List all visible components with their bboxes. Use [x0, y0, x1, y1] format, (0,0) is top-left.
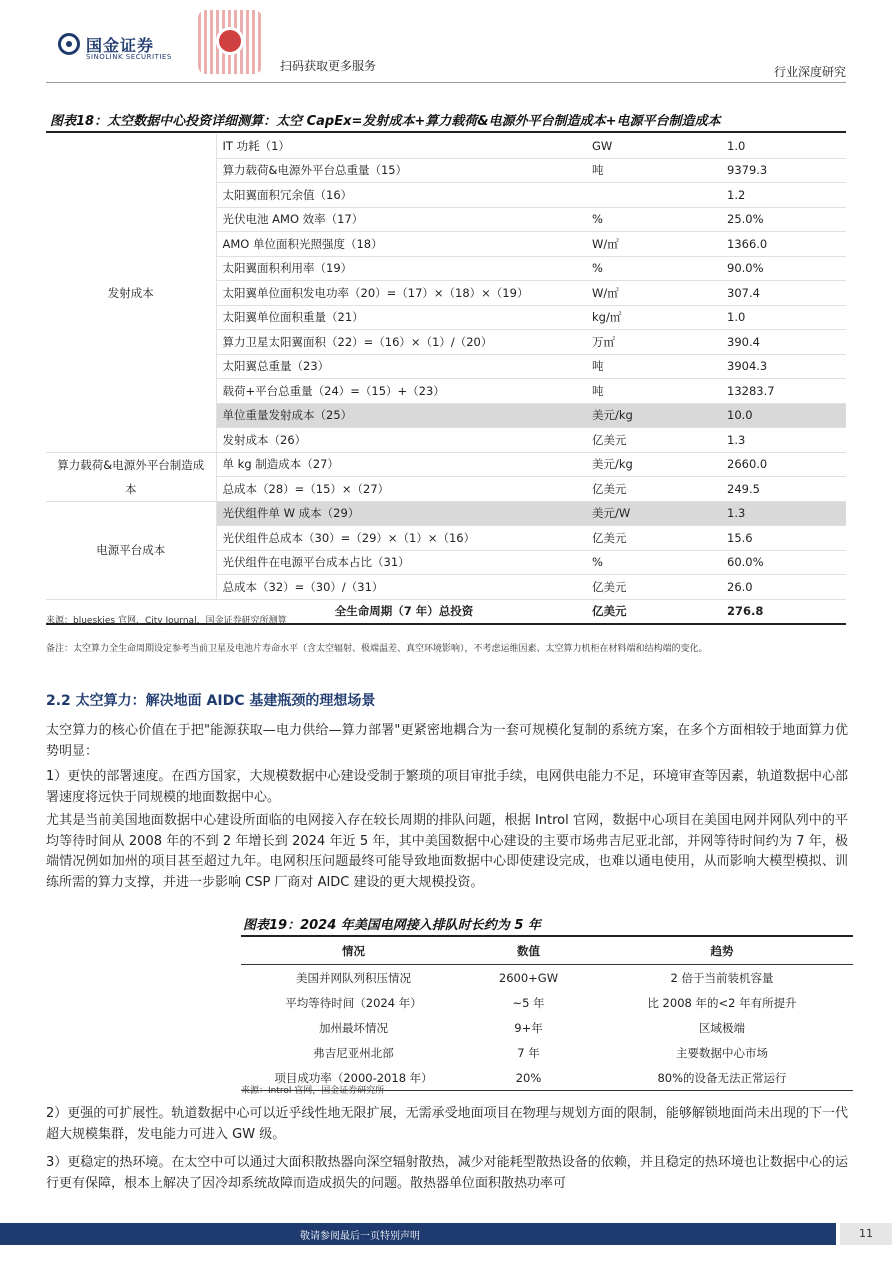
table-row: 算力载荷&电源外平台总重量（15） 吨 9379.3: [46, 158, 846, 183]
table-row: 光伏组件在电源平台成本占比（31） % 60.0%: [46, 550, 846, 575]
table-row: 弗吉尼亚州北部 7 年 主要数据中心市场: [313, 1045, 768, 1060]
company-logo-icon: [58, 33, 80, 55]
table-row: 美国并网队列积压情况 2600+GW 2 倍于当前装机容量: [296, 970, 774, 985]
paragraph-intro: 太空算力的核心价值在于把"能源获取—电力供给—算力部署"更紧密地耦合为一套可规模化复制的系统方案，在多个方面相较于地面算力优势明显：: [46, 723, 848, 759]
section-heading: 2.2 太空算力：解决地面 AIDC 基建瓶颈的理想场景: [46, 693, 376, 709]
table-row: 光伏电池 AMO 效率（17） % 25.0%: [46, 207, 846, 232]
table-row-highlighted: 电源平台成本 光伏组件单 W 成本（29） 美元/W 1.3: [46, 501, 846, 526]
table-total-row: 全生命周期（7 年）总投资 亿美元 276.8: [46, 599, 846, 624]
table-row: 载荷+平台总重量（24）=（15）+（23） 吨 13283.7: [46, 379, 846, 404]
table-row-highlighted: 单位重量发射成本（25） 美元/kg 10.0: [46, 403, 846, 428]
group-payload: 算力载荷&电源外平台制造成本: [46, 452, 216, 501]
figure18-note: 备注：太空算力全生命周期设定参考当前卫星及电池片寿命水平（含太空辐射、极端温差、真空环境影响），不考虑运维因素、太空算力机柜在材料端和结构端的变化。: [46, 644, 708, 654]
table-row: 发射成本（26） 亿美元 1.3: [46, 428, 846, 453]
brand-name: 国金证券: [86, 36, 155, 55]
table-row: 太阳翼面积冗余值（16） 1.2: [46, 183, 846, 208]
figure18-title: 图表18：太空数据中心投资详细测算：太空 CapEx=发射成本+算力载荷&电源外平台制造成本+电源平台制造成本: [50, 114, 721, 129]
table-row: 平均等待时间（2024 年） ~5 年 比 2008 年的<2 年有所提升: [285, 995, 797, 1010]
table-row: 太阳翼面积利用率（19） % 90.0%: [46, 256, 846, 281]
figure18-top-rule: [46, 131, 846, 133]
figure19-title: 图表19：2024 年美国电网接入排队时长约为 5 年: [243, 918, 541, 933]
table-row: 算力卫星太阳翼面积（22）=（16）×（1）/（20） 万㎡ 390.4: [46, 330, 846, 355]
table-row: 总成本（28）=（15）×（27） 亿美元 249.5: [46, 477, 846, 502]
table-row: 太阳翼单位面积发电功率（20）=（17）×（18）×（19） W/㎡ 307.4: [46, 281, 846, 306]
report-type: 行业深度研究: [773, 65, 846, 79]
qr-center-logo-icon: [216, 27, 244, 55]
table-row: 项目成功率（2000-2018 年） 20% 80%的设备无法正常运行: [241, 1065, 853, 1091]
group-launch: 发射成本: [46, 134, 216, 452]
figure19-table: [241, 935, 853, 1091]
table-row: AMO 单位面积光照强度（18） W/㎡ 1366.0: [46, 232, 846, 257]
figure18-source: 来源：blueskies 官网，City Journal，国金证券研究所测算: [46, 616, 287, 626]
table-row: 太阳翼单位面积重量（21） kg/㎡ 1.0: [46, 305, 846, 330]
qr-caption: 扫码获取更多服务: [280, 59, 377, 73]
table-row: 发射成本 IT 功耗（1） GW 1.0: [46, 134, 846, 158]
group-power: 电源平台成本: [46, 501, 216, 599]
brand-name-en: SINOLINK SECURITIES: [86, 53, 172, 61]
paragraph-point-2: 2）更强的可扩展性。轨道数据中心可以近乎线性地无限扩展，无需承受地面项目在物理与规划方面的限制，能够解锁地面尚未出现的下一代超大规模集群，发电能力可进入 GW 级。: [46, 1106, 848, 1142]
table-header-row: 情况 数值 趋势: [241, 936, 853, 965]
table-row: 光伏组件总成本（30）=（29）×（1）×（16） 亿美元 15.6: [46, 526, 846, 551]
figure18-table: [46, 134, 846, 625]
table-row: 算力载荷&电源外平台制造成本 单 kg 制造成本（27） 美元/kg 2660.0: [46, 452, 846, 477]
table-row: 太阳翼总重量（23） 吨 3904.3: [46, 354, 846, 379]
table-row: 加州最坏情况 9+年 区域极端: [319, 1020, 745, 1035]
paragraph-grid-queue: 尤其是当前美国地面数据中心建设所面临的电网接入存在较长周期的排队问题，根据 Introl 官网，数据中心项目在美国电网并网队列中的平均等待时间从 2008 年的不到 2 年增长到 2024 年近 5 年，其中美国数据中心建设的主要市场弗吉尼亚北部，并网等待时间约为 7 年，极端情况例如加州的项目甚至超过九年。电网积压问题最终可能导致地面数据中心即使建设完成，也难以通电使用，从而影响大模型模拟、训练所需的算力支撑，并进一步影响 CSP 厂商对 AIDC 建设的更大规模投资。: [46, 813, 848, 890]
paragraph-point-1: 1）更快的部署速度。在西方国家，大规模数据中心建设受制于繁琐的项目审批手续，电网供电能力不足，环境审查等因素，轨道数据中心部署速度将远快于同规模的地面数据中心。: [46, 769, 848, 805]
page-number: 11: [840, 1223, 892, 1245]
header-divider: [46, 82, 846, 83]
paragraph-point-3: 3）更稳定的热环境。在太空中可以通过大面积散热器向深空辐射散热，减少对能耗型散热设备的依赖，并且稳定的热环境也让数据中心的运行更有保障，根本上解决了因冷却系统故障而造成损失的问题。散热器单位面积散热功率可: [46, 1155, 848, 1191]
table-row: 总成本（32）=（30）/（31） 亿美元 26.0: [46, 575, 846, 600]
figure19-source: 来源：Introl 官网，国金证券研究所: [241, 1086, 385, 1096]
footer-disclaimer: 敬请参阅最后一页特别声明: [300, 1231, 420, 1242]
